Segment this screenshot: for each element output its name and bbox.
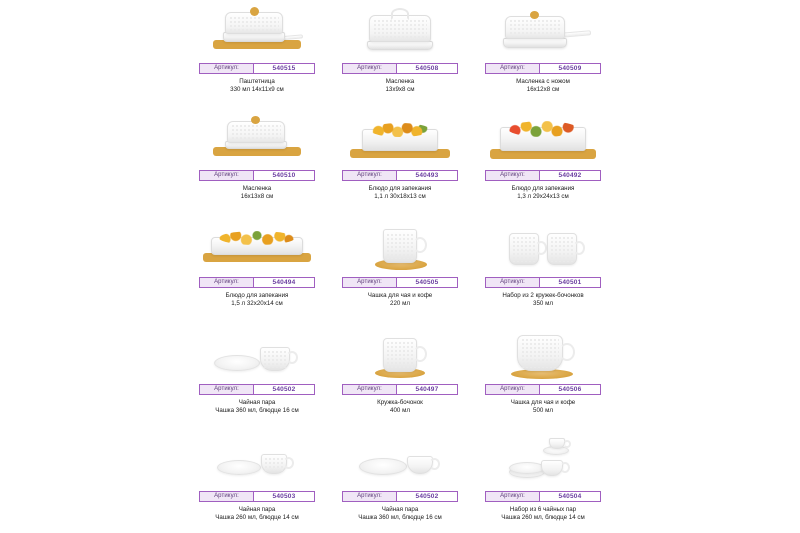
sku-label: Артикул: [486, 492, 540, 501]
product-name: Чашка для чая и кофе [367, 292, 433, 299]
sku-value: 540508 [415, 65, 439, 72]
product-name: Набор из 6 чайных пар [509, 506, 577, 513]
product-spec: 330 мл 14х11х9 см [230, 86, 284, 93]
sku-badge [342, 63, 458, 74]
sku-label: Артикул: [200, 171, 254, 180]
product-name: Масленка [385, 78, 415, 85]
product-name: Набор из 2 кружек-бочонков [502, 292, 584, 299]
product-image-pate-dish [186, 0, 328, 63]
product-image-two-mugs [472, 214, 614, 277]
product-grid [186, 0, 614, 533]
product-image-six-cup-set [472, 428, 614, 491]
product-spec: Чашка 360 мл, блюдце 16 см [215, 407, 299, 414]
product-card[interactable] [329, 321, 471, 428]
sku-label: Артикул: [343, 278, 397, 287]
product-name: Масленка с ножом [516, 78, 570, 85]
product-spec: Чашка 260 мл, блюдце 14 см [501, 514, 585, 521]
product-spec: 350 мл [533, 300, 553, 307]
product-image-cup-and-saucer [186, 321, 328, 384]
product-image-butter-dish-knife [472, 0, 614, 63]
sku-badge [342, 384, 458, 395]
sku-label: Артикул: [200, 64, 254, 73]
sku-label: Артикул: [343, 492, 397, 501]
sku-label: Артикул: [343, 385, 397, 394]
product-image-baking-dish-medium [472, 107, 614, 170]
sku-value: 540503 [272, 493, 296, 500]
sku-value: 540502 [415, 493, 439, 500]
product-name: Чайная пара [238, 399, 276, 406]
sku-badge [342, 170, 458, 181]
sku-label: Артикул: [200, 492, 254, 501]
product-card[interactable] [186, 214, 328, 321]
product-name: Паштетница [239, 78, 275, 85]
sku-value: 540502 [272, 386, 296, 393]
product-card[interactable] [329, 0, 471, 107]
product-name: Кружка-бочонок [377, 399, 423, 406]
sku-badge [485, 277, 601, 288]
product-image-cup-coaster [329, 214, 471, 277]
sku-value: 540509 [558, 65, 582, 72]
product-spec: 220 мл [390, 300, 410, 307]
product-card[interactable] [186, 428, 328, 533]
product-spec: 1,3 л 29х24х13 см [517, 193, 569, 200]
product-name: Чайная пара [381, 506, 419, 513]
product-card[interactable] [329, 107, 471, 214]
sku-label: Артикул: [486, 64, 540, 73]
sku-value: 540510 [272, 172, 296, 179]
sku-badge [485, 384, 601, 395]
sku-label: Артикул: [200, 278, 254, 287]
sku-badge [199, 491, 315, 502]
product-spec: 400 мл [390, 407, 410, 414]
product-image-cup-saucer-plain [329, 428, 471, 491]
sku-value: 540505 [415, 279, 439, 286]
product-card[interactable] [472, 214, 614, 321]
product-spec: 13х9х8 см [385, 86, 415, 93]
product-image-butter-dish [329, 0, 471, 63]
sku-badge [485, 170, 601, 181]
product-spec: 500 мл [533, 407, 553, 414]
product-card[interactable] [472, 0, 614, 107]
product-spec: Чашка 360 мл, блюдце 16 см [358, 514, 442, 521]
product-image-baking-dish-small [329, 107, 471, 170]
product-name: Блюдо для запекания [368, 185, 432, 192]
sku-badge [485, 63, 601, 74]
product-spec: Чашка 260 мл, блюдце 14 см [215, 514, 299, 521]
product-name: Чайная пара [238, 506, 276, 513]
sku-badge [342, 491, 458, 502]
product-card[interactable] [186, 107, 328, 214]
product-image-large-cup [472, 321, 614, 384]
sku-badge [199, 63, 315, 74]
sku-badge [199, 170, 315, 181]
product-image-barrel-mug [329, 321, 471, 384]
sku-value: 540515 [272, 65, 296, 72]
product-card[interactable] [472, 107, 614, 214]
sku-value: 540494 [272, 279, 296, 286]
sku-badge [485, 491, 601, 502]
product-card[interactable] [472, 428, 614, 533]
product-card[interactable] [186, 0, 328, 107]
sku-value: 540501 [558, 279, 582, 286]
product-image-baking-dish-large [186, 214, 328, 277]
sku-label: Артикул: [343, 171, 397, 180]
sku-value: 540492 [558, 172, 582, 179]
sku-badge [199, 277, 315, 288]
sku-badge [199, 384, 315, 395]
sku-value: 540497 [415, 386, 439, 393]
product-image-butter-dish-wood [186, 107, 328, 170]
product-image-cup-saucer-small [186, 428, 328, 491]
sku-label: Артикул: [486, 171, 540, 180]
sku-value: 540506 [558, 386, 582, 393]
product-card[interactable] [329, 214, 471, 321]
product-name: Чашка для чая и кофе [510, 399, 576, 406]
product-name: Блюдо для запекания [225, 292, 289, 299]
product-card[interactable] [329, 428, 471, 533]
product-name: Масленка [242, 185, 272, 192]
product-name: Блюдо для запекания [511, 185, 575, 192]
sku-label: Артикул: [486, 385, 540, 394]
sku-label: Артикул: [200, 385, 254, 394]
sku-value: 540504 [558, 493, 582, 500]
sku-badge [342, 277, 458, 288]
product-spec: 1,1 л 30х18х13 см [374, 193, 426, 200]
product-card[interactable] [186, 321, 328, 428]
sku-label: Артикул: [486, 278, 540, 287]
sku-value: 540493 [415, 172, 439, 179]
product-spec: 1,5 л 32х20х14 см [231, 300, 283, 307]
product-card[interactable] [472, 321, 614, 428]
sku-label: Артикул: [343, 64, 397, 73]
product-spec: 16х13х8 см [240, 193, 274, 200]
product-spec: 16х12х8 см [526, 86, 560, 93]
